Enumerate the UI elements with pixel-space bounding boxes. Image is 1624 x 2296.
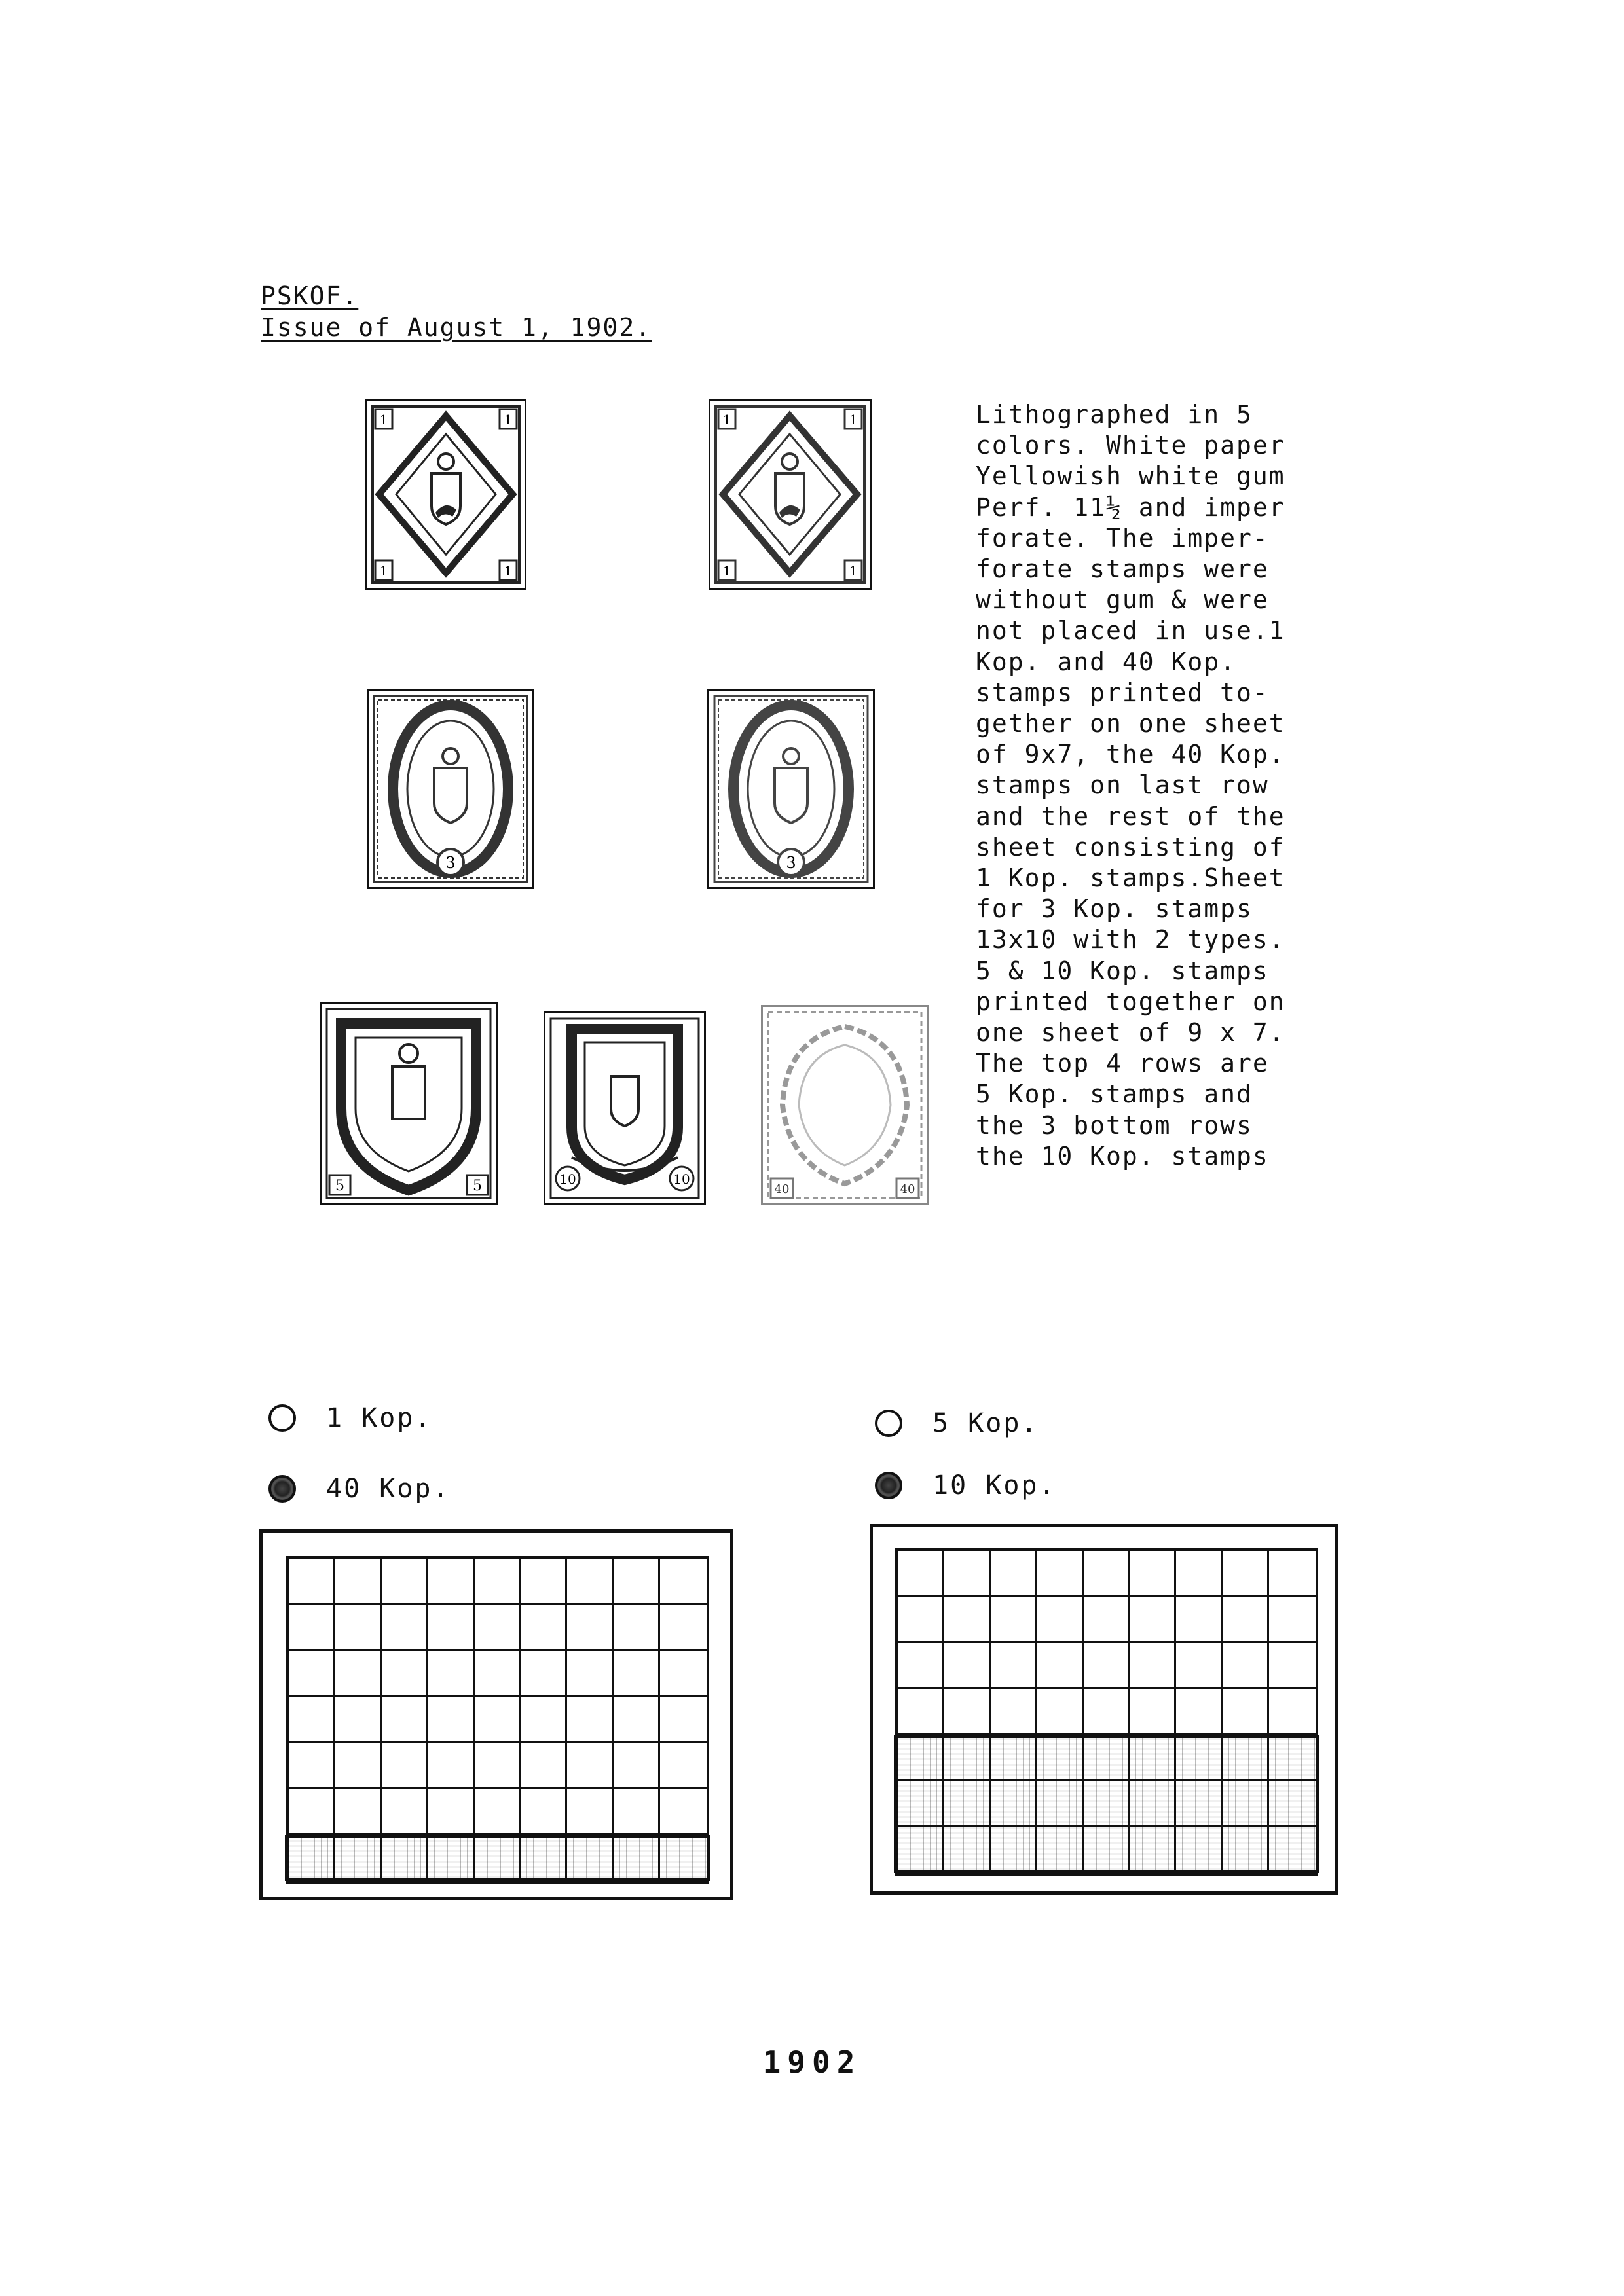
stamp-numeral: 5 [473, 1178, 482, 1194]
sheet-cell [1176, 1781, 1223, 1827]
sheet-cell [898, 1735, 944, 1781]
sheet-cell [1130, 1643, 1176, 1689]
sheet-cell [1223, 1781, 1269, 1827]
sheet-cell [428, 1789, 475, 1834]
sheet-cell [567, 1835, 614, 1881]
sheet-cell [898, 1597, 944, 1643]
sheet-cell [335, 1605, 382, 1650]
sheet-cell [521, 1789, 567, 1834]
stamp-numeral: 1 [722, 563, 731, 579]
sheet-cell [1269, 1827, 1316, 1873]
stamp-1-kop-imperforate [709, 399, 872, 590]
sheet-cell [1037, 1643, 1084, 1689]
open-circle-icon [875, 1410, 902, 1437]
sheet-cell [1084, 1689, 1130, 1735]
sheet-cell [475, 1789, 521, 1834]
sheet-cell [1223, 1689, 1269, 1735]
stamp-1-kop-perforated [365, 399, 526, 590]
sheet-cell [521, 1697, 567, 1743]
sheet-cell [428, 1651, 475, 1697]
open-circle-icon [268, 1404, 296, 1432]
stamp-3-kop-perforated [367, 689, 534, 889]
sheet-cell [991, 1643, 1037, 1689]
stamp-numeral: 40 [774, 1182, 790, 1196]
sheet-cell [475, 1651, 521, 1697]
sheet-cell [660, 1559, 707, 1605]
sheet-cell [614, 1789, 660, 1834]
sheet-cell [567, 1651, 614, 1697]
sheet-cell [335, 1835, 382, 1881]
sheet-cell [382, 1605, 428, 1650]
sheet-cell [475, 1697, 521, 1743]
sheet-cell [1084, 1735, 1130, 1781]
stamp-10-kop [544, 1011, 706, 1205]
legend-label: 10 Kop. [932, 1470, 1057, 1501]
sheet-cell [382, 1789, 428, 1834]
sheet-cell [1223, 1597, 1269, 1643]
sheet-cell [660, 1835, 707, 1881]
sheet-cell [991, 1689, 1037, 1735]
sheet-cell [1037, 1597, 1084, 1643]
sheet-cell [475, 1743, 521, 1789]
sheet-cell [944, 1781, 991, 1827]
sheet-cell [1269, 1689, 1316, 1735]
filled-circle-icon [268, 1475, 296, 1503]
sheet-cell [1223, 1827, 1269, 1873]
sheet-cell [614, 1559, 660, 1605]
sheet-cell [567, 1605, 614, 1650]
stamp-numeral: 3 [445, 854, 456, 872]
sheet-cell [428, 1743, 475, 1789]
stamp-numeral: 10 [559, 1171, 576, 1187]
stamp-40-kop [761, 1005, 929, 1205]
sheet-cell [382, 1651, 428, 1697]
sheet-1-40-kop [259, 1529, 733, 1900]
page-title: PSKOF. [261, 282, 359, 310]
sheet-cell [1223, 1551, 1269, 1597]
legend-item [875, 1408, 1039, 1439]
sheet-cell [991, 1735, 1037, 1781]
stamp-numeral: 40 [900, 1182, 915, 1196]
sheet-cell [475, 1605, 521, 1650]
sheet-cell [567, 1743, 614, 1789]
sheet-cell [1037, 1551, 1084, 1597]
sheet-cell [382, 1559, 428, 1605]
sheet-cell [1130, 1827, 1176, 1873]
sheet-cell [1037, 1735, 1084, 1781]
sheet-cell [335, 1651, 382, 1697]
sheet-cell [1269, 1735, 1316, 1781]
legend-item [875, 1470, 1057, 1501]
sheet-cell [567, 1697, 614, 1743]
sheet-5-10-kop [870, 1524, 1338, 1895]
sheet-cell [944, 1643, 991, 1689]
sheet-cell [428, 1605, 475, 1650]
sheet-cell [898, 1827, 944, 1873]
sheet-cell [475, 1835, 521, 1881]
stamp-numeral: 10 [673, 1171, 690, 1187]
sheet-cell [660, 1697, 707, 1743]
sheet-cell [289, 1605, 335, 1650]
stamp-5-kop [320, 1002, 498, 1205]
stamp-numeral: 1 [849, 563, 858, 579]
sheet-cell [991, 1597, 1037, 1643]
sheet-cell [944, 1551, 991, 1597]
legend-label: 1 Kop. [326, 1403, 433, 1433]
stamp-numeral: 1 [379, 412, 388, 428]
sheet-cell [944, 1597, 991, 1643]
sheet-cell [660, 1789, 707, 1834]
sheet-cell [1176, 1735, 1223, 1781]
sheet-cell [614, 1835, 660, 1881]
sheet-cell [944, 1827, 991, 1873]
stamp-numeral: 1 [504, 563, 513, 579]
sheet-cell [660, 1743, 707, 1789]
issue-line: Issue of August 1, 1902. [261, 313, 652, 342]
sheet-cell [289, 1697, 335, 1743]
sheet-cell [428, 1835, 475, 1881]
stamp-numeral: 3 [786, 854, 796, 872]
sheet-cell [1176, 1643, 1223, 1689]
stamp-numeral: 1 [379, 563, 388, 579]
sheet-cell [1130, 1597, 1176, 1643]
sheet-cell [567, 1789, 614, 1834]
sheet-cell [335, 1789, 382, 1834]
sheet-cell [1037, 1827, 1084, 1873]
sheet-cell [1223, 1643, 1269, 1689]
filled-circle-icon [875, 1472, 902, 1499]
stamp-numeral: 1 [722, 412, 731, 428]
sheet-cell [1269, 1551, 1316, 1597]
sheet-cell [1037, 1781, 1084, 1827]
sheet-cell [1130, 1551, 1176, 1597]
sheet-cell [1223, 1735, 1269, 1781]
sheet-cell [614, 1651, 660, 1697]
stamp-3-kop-imperforate [707, 689, 875, 889]
sheet-cell [1084, 1551, 1130, 1597]
page-number: 1902 [762, 2045, 862, 2080]
sheet-cell [1176, 1689, 1223, 1735]
sheet-cell [614, 1697, 660, 1743]
sheet-cell [521, 1559, 567, 1605]
sheet-cell [660, 1605, 707, 1650]
stamp-numeral: 1 [849, 412, 858, 428]
sheet-cell [1084, 1781, 1130, 1827]
legend-label: 40 Kop. [326, 1474, 451, 1504]
sheet-grid [286, 1556, 709, 1884]
sheet-cell [289, 1789, 335, 1834]
sheet-cell [614, 1605, 660, 1650]
sheet-cell [521, 1605, 567, 1650]
sheet-cell [944, 1689, 991, 1735]
sheet-cell [1176, 1827, 1223, 1873]
sheet-cell [289, 1651, 335, 1697]
sheet-cell [428, 1559, 475, 1605]
sheet-cell [1269, 1643, 1316, 1689]
sheet-cell [382, 1697, 428, 1743]
sheet-cell [335, 1743, 382, 1789]
sheet-cell [289, 1835, 335, 1881]
sheet-cell [991, 1827, 1037, 1873]
sheet-cell [898, 1643, 944, 1689]
sheet-cell [1176, 1551, 1223, 1597]
sheet-cell [614, 1743, 660, 1789]
sheet-cell [382, 1743, 428, 1789]
sheet-cell [428, 1697, 475, 1743]
sheet-cell [567, 1559, 614, 1605]
sheet-cell [944, 1735, 991, 1781]
sheet-cell [1130, 1735, 1176, 1781]
page-heading [261, 280, 652, 343]
sheet-cell [335, 1559, 382, 1605]
sheet-cell [335, 1697, 382, 1743]
sheet-cell [1084, 1827, 1130, 1873]
sheet-cell [898, 1551, 944, 1597]
legend-item [268, 1402, 433, 1434]
sheet-cell [382, 1835, 428, 1881]
stamp-numeral: 5 [335, 1178, 344, 1194]
sheet-cell [521, 1651, 567, 1697]
sheet-grid [895, 1548, 1318, 1876]
sheet-cell [1269, 1597, 1316, 1643]
sheet-cell [289, 1559, 335, 1605]
sheet-cell [521, 1743, 567, 1789]
description-text: Lithographed in 5 colors. White paper Yellowish white gum Perf. 11½ and imper forate. The imper- forate stamps were without gum & were not placed in use.1 Kop. and 40 Kop. stamps printed to- gether on one sheet of 9x7, the 40 Kop. stamps on last row and the rest of the sheet consisting of 1 Kop. stamps.Sheet for 3 Kop. stamps 13x10 with 2 types. 5 & 10 Kop. stamps printed together on one sheet of 9 x 7. The top 4 rows are 5 Kop. stamps and the 3 bottom rows the 10 Kop. stamps [976, 400, 1285, 1171]
legend-label: 5 Kop. [932, 1408, 1039, 1438]
sheet-cell [991, 1781, 1037, 1827]
stamp-numeral: 1 [504, 412, 513, 428]
sheet-cell [1130, 1781, 1176, 1827]
sheet-cell [1176, 1597, 1223, 1643]
sheet-cell [1130, 1689, 1176, 1735]
legend-item [268, 1473, 451, 1504]
sheet-cell [898, 1781, 944, 1827]
sheet-cell [521, 1835, 567, 1881]
sheet-cell [991, 1551, 1037, 1597]
sheet-cell [660, 1651, 707, 1697]
sheet-cell [289, 1743, 335, 1789]
sheet-cell [1084, 1597, 1130, 1643]
sheet-cell [1269, 1781, 1316, 1827]
sheet-cell [898, 1689, 944, 1735]
sheet-cell [475, 1559, 521, 1605]
sheet-cell [1084, 1643, 1130, 1689]
sheet-cell [1037, 1689, 1084, 1735]
